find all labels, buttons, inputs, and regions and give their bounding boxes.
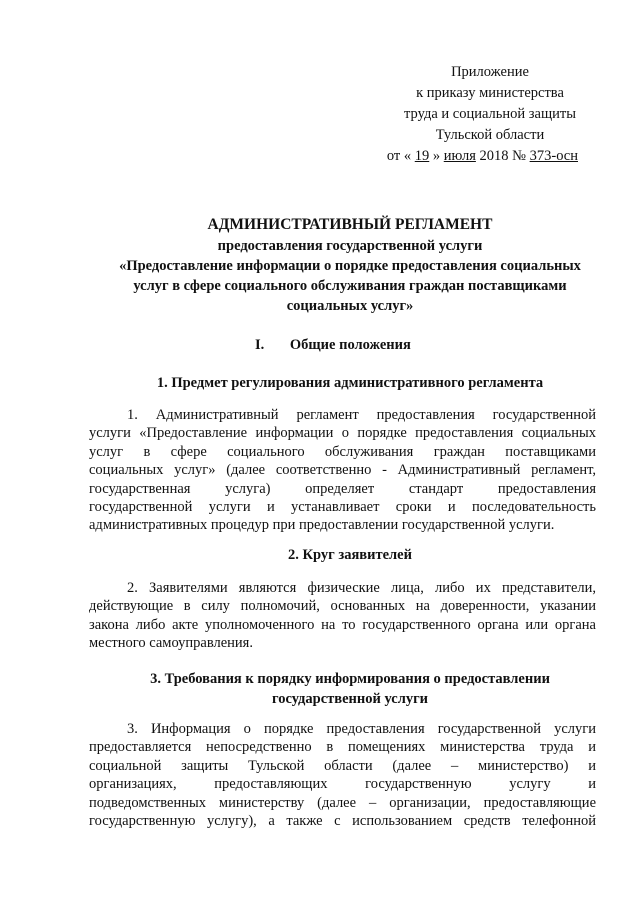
paragraph-line: услуги «Предоставление информации о порядке предоставления социальных xyxy=(89,425,596,442)
paragraph-line: услуг в сфере социального обслуживания граждан поставщиками xyxy=(89,443,596,460)
paragraph-line: социальных услуг» (далее соответственно - Административный регламент, xyxy=(89,462,596,479)
paragraph-line: социальной защиты Тульской области (далее – министерство) и xyxy=(89,757,596,774)
subsection-heading-2: 2. Круг заявителей xyxy=(288,547,412,563)
appendix-line: к приказу министерства xyxy=(416,85,564,101)
paragraph-line: государственной услуги и устанавливает сроки и последовательность xyxy=(89,499,596,516)
order-mid: » xyxy=(429,148,444,164)
section-numeral: I. xyxy=(255,337,265,353)
paragraph-line: закона либо акте уполномоченного на то государственного органа или органа xyxy=(89,616,596,633)
section-heading xyxy=(255,335,455,355)
appendix-line: Тульской области xyxy=(435,127,545,143)
order-reference xyxy=(380,146,600,167)
paragraph-1 xyxy=(89,406,596,535)
section-title: Общие положения xyxy=(289,337,411,353)
subsection-line: 3. Требования к порядку информирования о предоставлении xyxy=(150,671,550,687)
subsection-heading-3 xyxy=(60,669,640,709)
order-year: 2018 № xyxy=(475,148,530,164)
order-day: 19 xyxy=(414,148,430,164)
paragraph-line: 3. Информация о порядке предоставления государственной услуги xyxy=(127,721,596,737)
appendix-line: Приложение xyxy=(451,64,529,80)
paragraph-line: предоставляется непосредственно в помещениях министерства труда и xyxy=(89,739,596,756)
title-main: АДМИНИСТРАТИВНЫЙ РЕГЛАМЕНТ xyxy=(207,216,493,233)
title-line: услуг в сфере социального обслуживания граждан поставщиками xyxy=(133,278,567,294)
paragraph-2 xyxy=(89,579,596,653)
order-month: июля xyxy=(443,148,476,164)
paragraph-line: государственная услуга) определяет стандарт предоставления xyxy=(89,480,596,497)
paragraph-3 xyxy=(89,720,596,830)
title-line: предоставления государственной услуги xyxy=(217,238,483,254)
paragraph-line: подведомственных министерству (далее – организации, предоставляющие xyxy=(89,794,596,811)
paragraph-line: действующие в силу полномочий, основанных на доверенности, указании xyxy=(89,598,596,615)
paragraph-line: 2. Заявителями являются физические лица, либо их представители, xyxy=(127,580,596,596)
subsection-heading-1: 1. Предмет регулирования административного регламента xyxy=(156,375,544,391)
paragraph-line: государственную услугу), а также с использованием средств телефонной xyxy=(89,813,596,830)
subsection-line: государственной услуги xyxy=(271,691,429,707)
document-title xyxy=(60,215,640,316)
appendix-header xyxy=(380,62,600,167)
paragraph-line: административных процедур при предоставлении государственной услуги. xyxy=(89,517,555,534)
order-prefix: от « xyxy=(386,148,415,164)
paragraph-line: 1. Административный регламент предоставления государственной xyxy=(127,407,596,423)
paragraph-line: местного самоуправления. xyxy=(89,635,253,652)
title-line: социальных услуг» xyxy=(286,298,414,314)
order-number: 373-осн xyxy=(529,148,578,164)
title-line: «Предоставление информации о порядке предоставления социальных xyxy=(119,258,581,274)
appendix-line: труда и социальной защиты xyxy=(404,106,576,122)
paragraph-line: организациях, предоставляющих государственную услугу и xyxy=(89,776,596,793)
